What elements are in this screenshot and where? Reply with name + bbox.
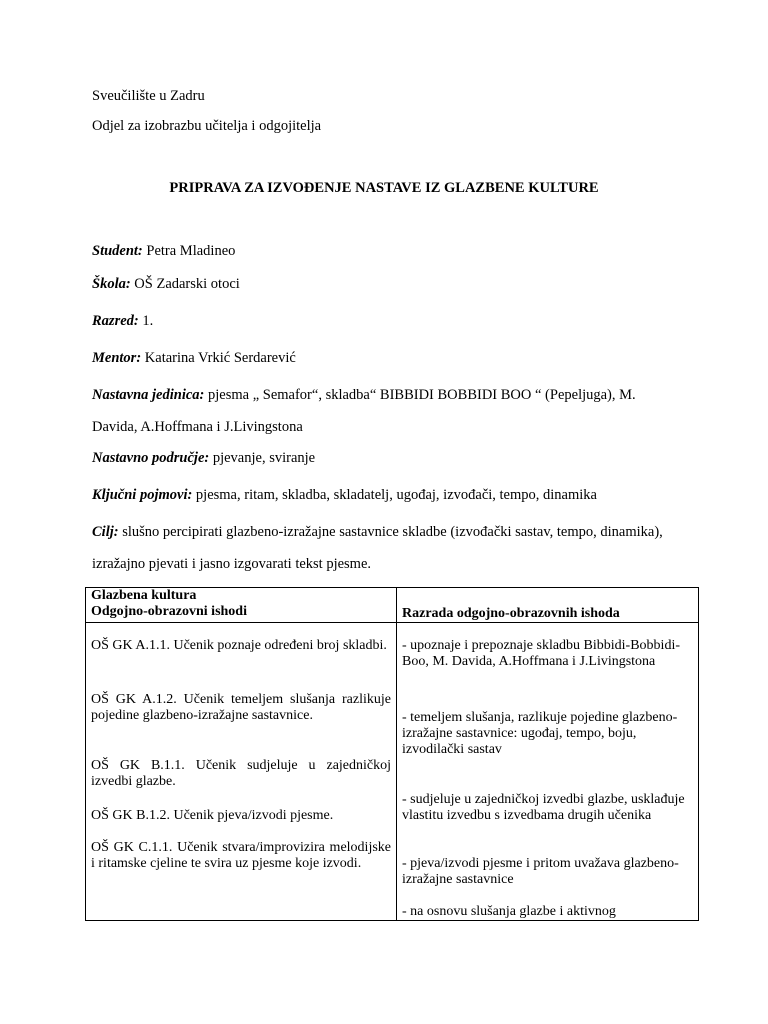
goal-label: Cilj: [92, 524, 119, 540]
mentor-value: Katarina Vrkić Serdarević [141, 350, 296, 366]
student-value: Petra Mladineo [142, 243, 236, 259]
outcome-c11: OŠ GK C.1.1. Učenik stvara/improvizira melodijske i ritamske cjeline te svira uz pjesme koje izvodi. [91, 840, 391, 871]
key-concepts-label: Ključni pojmovi: [92, 487, 193, 503]
table-header-row [86, 588, 699, 623]
document-title: PRIPRAVA ZA IZVOĐENJE NASTAVE IZ GLAZBENE KULTURE [169, 180, 599, 196]
grade-value: 1. [138, 313, 154, 329]
outcome-a12: OŠ GK A.1.2. Učenik temeljem slušanja razlikuje pojedine glazbeno-izražajne sastavnice. [91, 692, 391, 723]
outcomes-cell [86, 623, 397, 921]
elaboration-5: - na osnovu slušanja glazbe i aktivnog [402, 904, 616, 919]
elaboration-1: - upoznaje i prepoznaje skladbu Bibbidi-Bobbidi-Boo, M. Davida, A.Hoffmana i J.Livingstona [402, 638, 680, 669]
school-value: OŠ Zadarski otoci [130, 276, 240, 292]
table-header-right [397, 588, 699, 623]
header-subject: Glazbena kultura [91, 588, 197, 603]
table-header-left [86, 588, 397, 623]
elaboration-4: - pjeva/izvodi pjesme i pritom uvažava glazbeno-izražajne sastavnice [402, 856, 679, 887]
goal-value: slušno percipirati glazbeno-izražajne sastavnice skladbe (izvođački sastav, tempo, dinamika), izražajno pjevati i jasno izgovarati tekst pjesme. [92, 524, 663, 572]
mentor-label: Mentor: [92, 350, 142, 366]
outcome-b12: OŠ GK B.1.2. Učenik pjeva/izvodi pjesme. [91, 808, 334, 823]
school-label: Škola: [92, 276, 131, 292]
goal-field [92, 516, 682, 580]
teaching-area-label: Nastavno područje: [92, 450, 210, 466]
table-row [86, 623, 699, 921]
teaching-area-value: pjevanje, sviranje [209, 450, 316, 466]
key-concepts-value: pjesma, ritam, skladba, skladatelj, ugođaj, izvođači, tempo, dinamika [192, 487, 597, 503]
university-name: Sveučilište u Zadru [92, 88, 205, 104]
student-label: Student: [92, 243, 143, 259]
key-concepts-field [92, 484, 597, 506]
outcomes-table [85, 587, 699, 921]
outcome-a11: OŠ GK A.1.1. Učenik poznaje određeni broj skladbi. [91, 638, 387, 653]
mentor-field [92, 347, 296, 369]
elaboration-cell [397, 623, 699, 921]
elaboration-3: - sudjeluje u zajedničkoj izvedbi glazbe, usklađuje vlastitu izvedbu s izvedbama drugih učenika [402, 792, 685, 823]
outcome-b11: OŠ GK B.1.1. Učenik sudjeluje u zajedničkoj izvedbi glazbe. [91, 758, 391, 789]
header-outcomes: Odgojno-obrazovni ishodi [91, 604, 247, 619]
teaching-area-field [92, 447, 315, 469]
elaboration-2: - temeljem slušanja, razlikuje pojedine glazbeno-izražajne sastavnice: ugođaj, tempo, boju, izvodilački sastav [402, 710, 678, 757]
teaching-unit-value: pjesma „ Semafor“, skladba“ BIBBIDI BOBBIDI BOO “ (Pepeljuga), M. Davida, A.Hoffmana i J.Livingstona [92, 387, 636, 435]
student-field [92, 240, 235, 262]
grade-label: Razred: [92, 313, 139, 329]
grade-field [92, 310, 153, 332]
header-elaboration: Razrada odgojno-obrazovnih ishoda [402, 606, 620, 621]
teaching-unit-label: Nastavna jedinica: [92, 387, 205, 403]
teaching-unit-field [92, 379, 682, 443]
school-field [92, 273, 240, 295]
department-name: Odjel za izobrazbu učitelja i odgojitelja [92, 118, 322, 134]
